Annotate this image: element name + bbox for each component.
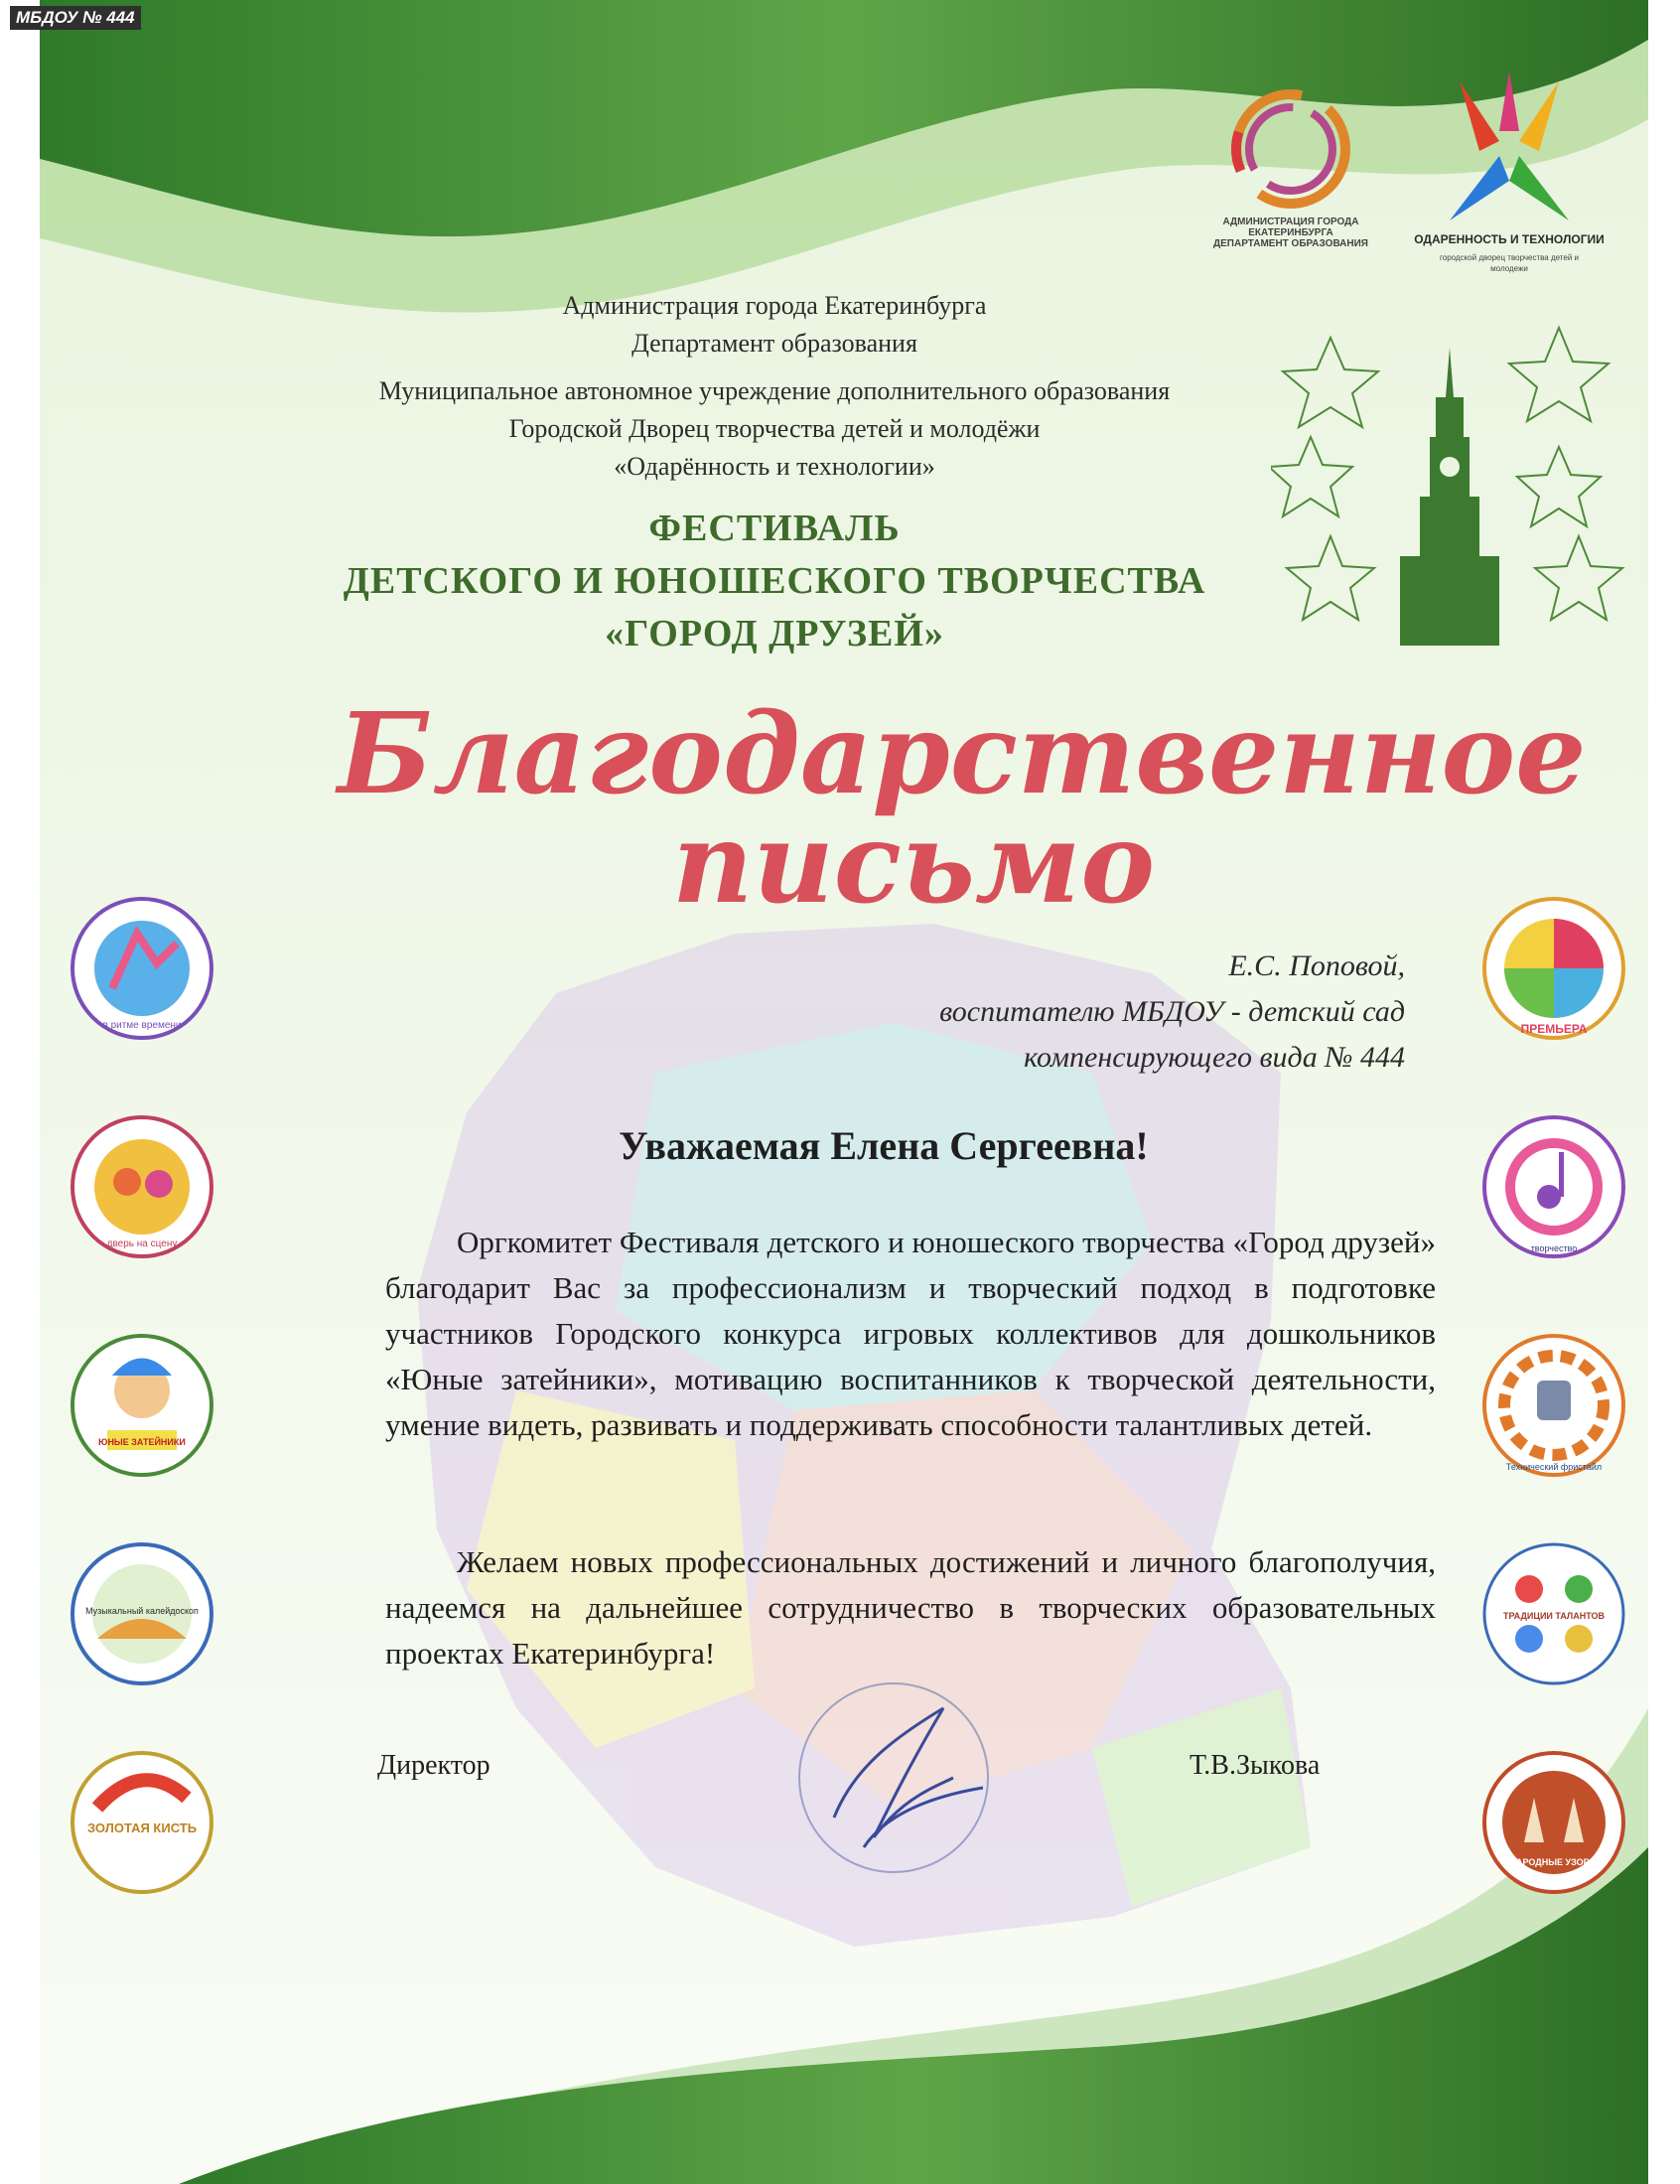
palace-logo-icon: [1440, 72, 1579, 230]
stamp-signature-icon: [745, 1649, 1043, 1887]
signature-name: Т.В.Зыкова: [1190, 1750, 1321, 1781]
addressee-line-1: Е.С. Поповой,: [1228, 949, 1405, 982]
greeting: Уважаемая Елена Сергеевна!: [619, 1123, 1149, 1168]
badge-right-4-label: ТРАДИЦИИ ТАЛАНТОВ: [1502, 1611, 1606, 1621]
palace-logo-caption: ОДАРЕННОСТЬ И ТЕХНОЛОГИИ: [1414, 232, 1605, 246]
badge-right-2-label: творчество: [1530, 1243, 1578, 1253]
badge-theatre-icon: [68, 1112, 216, 1261]
header-line-2: Департамент образования: [631, 329, 917, 358]
badge-left-2-label: дверь на сцену: [106, 1238, 178, 1249]
tower-stars-icon: [1271, 318, 1628, 655]
admin-logo-icon: [1221, 79, 1360, 218]
body-paragraph-1: Оргкомитет Фестиваля детского и юношеского творчества «Город друзей» благодарит Вас за профессионализм и творческий подход в подготовке участников Городского конкурса игровых коллективов для дошкольников «Юные затейники», мотивацию воспитанников к творческой деятельности, умение видеть, развивать и поддерживать способности талантливых детей.: [385, 1225, 1436, 1442]
badge-music-icon: [1479, 1112, 1628, 1261]
palace-logo-subcaption: городской дворец творчества детей и молодежи: [1440, 253, 1579, 273]
header-line-3: Муниципальное автономное учреждение дополнительного образования: [378, 376, 1171, 405]
signature-role: Директор: [377, 1750, 490, 1781]
header-line-4: Городской Дворец творчества детей и молодёжи: [508, 414, 1041, 443]
festival-line-1: ФЕСТИВАЛЬ: [648, 508, 901, 549]
body-paragraph-2: Желаем новых профессиональных достижений и личного благополучия, надеемся на дальнейшее сотрудничество в творческих образовательных проектах Екатеринбурга!: [385, 1544, 1436, 1671]
badge-golden-brush-icon: [68, 1748, 216, 1897]
badge-kaleidoscope-icon: [68, 1539, 216, 1688]
badge-left-1-label: в ритме времени: [102, 1020, 182, 1031]
certificate-page: [40, 0, 1648, 2184]
badge-right-1-label: ПРЕМЬЕРА: [1520, 1022, 1588, 1036]
badge-left-4-label: Музыкальный калейдоскоп: [85, 1606, 199, 1616]
badge-left-5-label: ЗОЛОТАЯ КИСТЬ: [86, 1820, 198, 1835]
addressee-line-2: воспитателю МБДОУ - детский сад: [939, 995, 1405, 1028]
header-line-5: «Одарённость и технологии»: [614, 452, 935, 481]
festival-line-3: «ГОРОД ДРУЗЕЙ»: [605, 613, 944, 655]
badge-left-3-label: ЮНЫЕ ЗАТЕЙНИКИ: [98, 1437, 186, 1447]
header-line-1: Администрация города Екатеринбурга: [562, 291, 987, 320]
badge-right-3-label: Технический фристайл: [1505, 1462, 1603, 1472]
badge-right-5-label: НАРОДНЫЕ УЗОРЫ: [1509, 1857, 1599, 1867]
badge-folk-icon: [1479, 1748, 1628, 1897]
badge-entertainers-icon: [68, 1331, 216, 1480]
corner-tag: МБДОУ № 444: [10, 6, 141, 30]
badge-talents-icon: [1479, 1539, 1628, 1688]
badge-rhythm-icon: [68, 894, 216, 1043]
title-line-2: письмо: [671, 799, 1156, 929]
title-line-1: Благодарственное: [338, 689, 1587, 819]
admin-logo-caption: АДМИНИСТРАЦИЯ ГОРОДА ЕКАТЕРИНБУРГА ДЕПАРТАМЕНТ ОБРАЗОВАНИЯ: [1213, 217, 1368, 249]
badge-premiere-icon: [1479, 894, 1628, 1043]
addressee-line-3: компенсирующего вида № 444: [1024, 1041, 1405, 1074]
badge-robot-icon: [1479, 1331, 1628, 1480]
festival-line-2: ДЕТСКОГО И ЮНОШЕСКОГО ТВОРЧЕСТВА: [343, 560, 1206, 602]
